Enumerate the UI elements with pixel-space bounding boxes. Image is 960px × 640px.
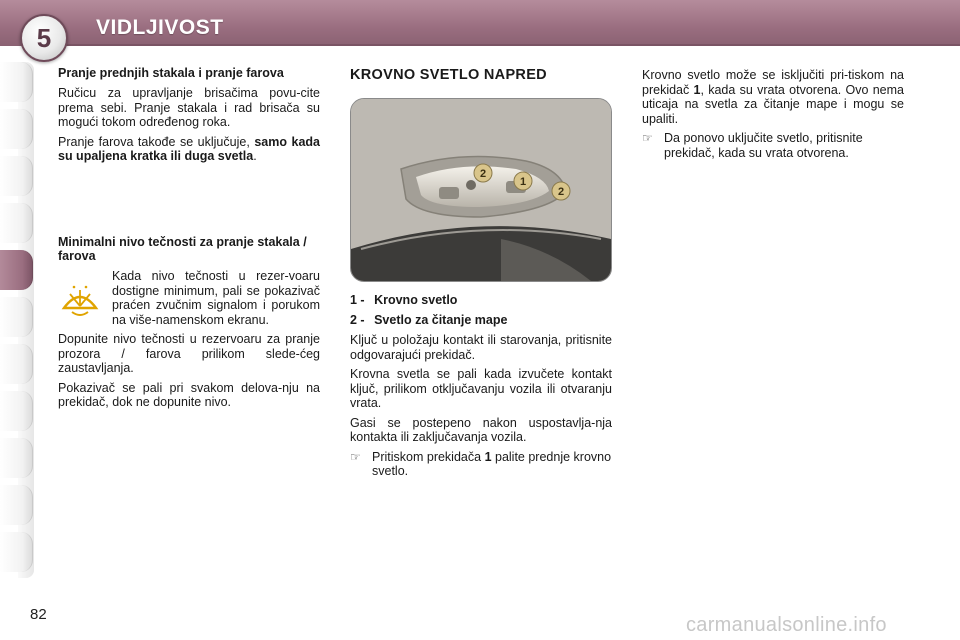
level-title: Minimalni nivo tečnosti za pranje stakala / farova <box>58 235 307 263</box>
chapter-tab-4[interactable] <box>0 203 33 243</box>
wash-p2-bold: samo kada su upaljena kratka ili duga svetla <box>58 134 320 163</box>
chapter-tab-6[interactable] <box>0 297 33 337</box>
chapter-tab-5-active[interactable] <box>0 250 33 290</box>
washer-fluid-warning-icon <box>58 278 102 322</box>
middle-bullet-ref: 1 <box>484 449 492 464</box>
level-paragraph-1: Kada nivo tečnosti u rezer-voaru dostigne minimum, pali se pokazivač praćen zvučnim signalom i porukom na više-namenskom ekranu. <box>112 269 320 327</box>
level-paragraph-2: Dopunite nivo tečnosti u rezervoaru za pranje prozora / farova prilikom slede-ćeg zaustavljanja. <box>58 332 320 375</box>
level-paragraph-3: Pokazivač se pali pri svakom delova-nju na prekidač, dok ne dopunite nivo. <box>58 380 320 409</box>
wash-p2-end: . <box>253 149 257 163</box>
middle-bullet-a: Pritiskom prekidača <box>372 449 482 464</box>
chapter-tabs <box>0 62 34 578</box>
chapter-tab-11[interactable] <box>0 532 33 572</box>
chapter-tab-3[interactable] <box>0 156 33 196</box>
legend-item-2-label: Svetlo za čitanje mape <box>374 313 508 327</box>
right-bullet <box>642 131 904 160</box>
right-paragraph-1 <box>642 68 904 126</box>
header-underline <box>60 44 960 46</box>
right-column <box>642 68 904 160</box>
legend-item-1-number: 1 - <box>350 293 365 307</box>
chapter-number-badge: 5 <box>20 14 68 62</box>
chapter-tab-9[interactable] <box>0 438 33 478</box>
middle-paragraph-3: Gasi se postepeno nakon uspostavlja-nja kontakta ili zaključavanja vozila. <box>350 415 612 444</box>
middle-paragraph-1: Ključ u položaju kontakt ili starovanja, pritisnite odgovarajući prekidač. <box>350 333 612 362</box>
chapter-tab-2[interactable] <box>0 109 33 149</box>
chapter-tab-1[interactable] <box>0 62 33 102</box>
middle-bullet-c: palite prednje krovno svetlo. <box>372 449 612 478</box>
wash-paragraph-2 <box>58 135 320 164</box>
callout-2-left: 2 <box>479 168 487 180</box>
right-p1-ref: 1 <box>693 82 701 97</box>
chapter-tab-10[interactable] <box>0 485 33 525</box>
right-p1-c: , kada su vrata otvorena. Ovo nema uticaja na svetla za čitanje mape i mogu se upaliti. <box>642 82 904 126</box>
legend-item-1-label: Krovno svetlo <box>374 293 458 307</box>
chapter-title: VIDLJIVOST <box>96 16 224 39</box>
chapter-tab-7[interactable] <box>0 344 33 384</box>
left-column-level <box>58 235 320 415</box>
watermark: carmanualsonline.info <box>686 614 887 636</box>
roof-light-photo <box>350 98 612 282</box>
right-bullet-text: Da ponovo uključite svetlo, pritisnite prekidač, kada su vrata otvorena. <box>664 131 863 160</box>
roof-light-illustration <box>351 99 611 281</box>
middle-column <box>350 293 612 479</box>
callout-1: 1 <box>519 176 527 188</box>
callout-2-right: 2 <box>557 186 565 198</box>
middle-bullet-text <box>372 450 612 479</box>
wash-title: Pranje prednjih stakala i pranje farova <box>58 66 284 80</box>
legend-item-2-number: 2 - <box>350 313 365 327</box>
middle-paragraph-2: Krovna svetla se pali kada izvučete kontakt ključ, prilikom otključavanju vozila ili otvaranju vrata. <box>350 367 612 410</box>
pointing-hand-icon: ☞ <box>350 449 361 464</box>
right-p1-a: Krovno svetlo može se isključiti pri-tiskom na prekidač <box>642 68 904 97</box>
wash-p2-text: Pranje farova takođe se uključuje, <box>58 134 250 149</box>
left-column <box>58 66 320 169</box>
legend-item-2 <box>350 313 612 327</box>
wash-paragraph-1: Ručicu za upravljanje brisačima povu-cite prema sebi. Pranje stakala i rad brisača su mogući tokom određenog roka. <box>58 86 320 129</box>
pointing-hand-icon: ☞ <box>642 131 653 145</box>
middle-bullet <box>350 450 612 479</box>
page-number: 82 <box>30 606 47 623</box>
legend-item-1 <box>350 293 612 307</box>
chapter-tab-8[interactable] <box>0 391 33 431</box>
section-title: KROVNO SVETLO NAPRED <box>350 67 547 83</box>
